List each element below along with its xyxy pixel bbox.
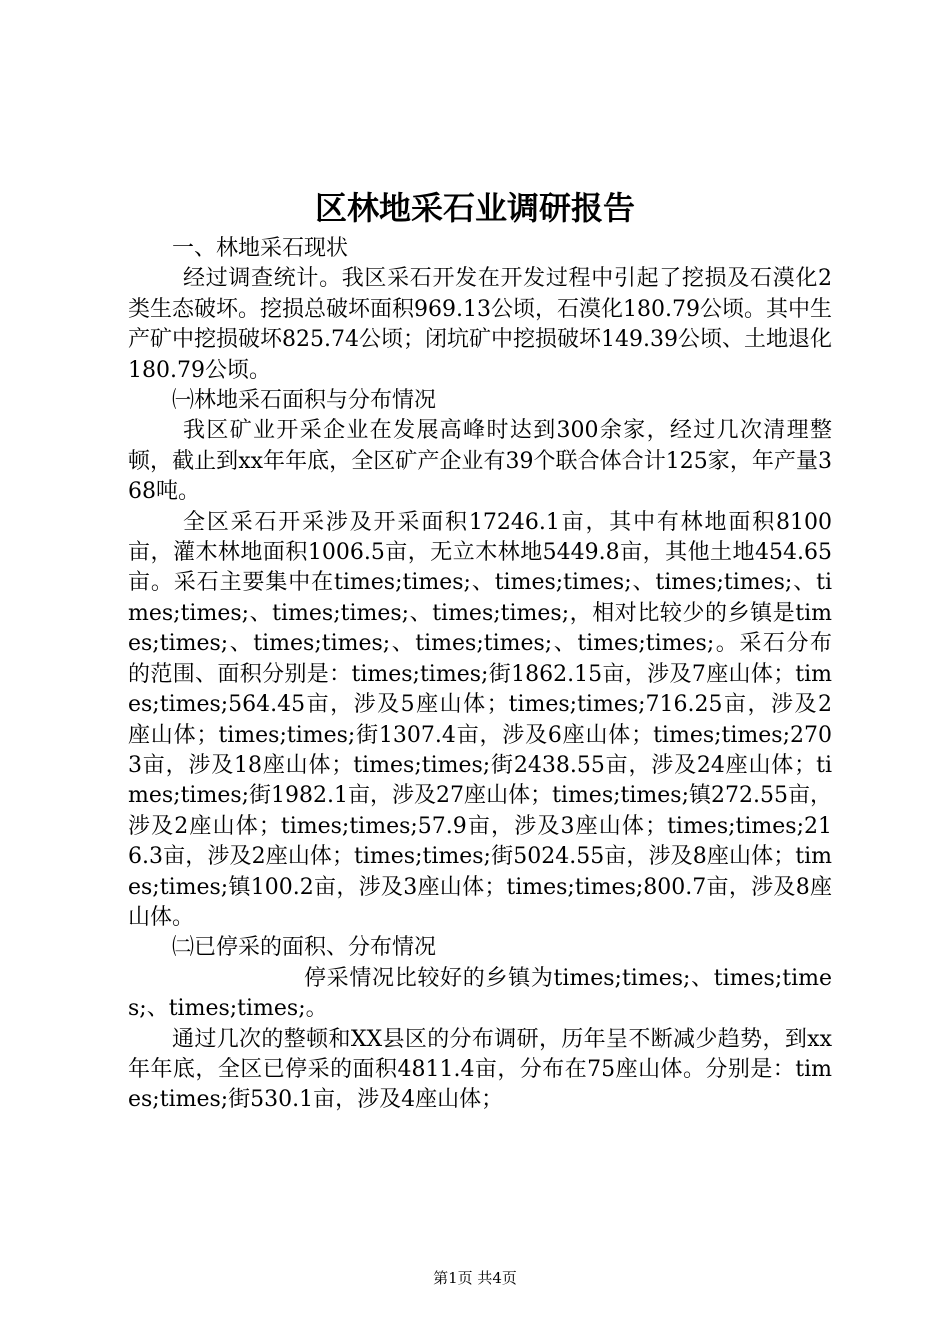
subsection-heading-area-distribution: ㈠林地采石面积与分布情况 [172, 388, 437, 414]
paragraph-survey-stats: 经过调查统计。我区采石开发在开发过程中引起了挖损及石漠化2类生态破坏。挖损总破坏面积969.13公顷，石漠化180.79公顷。其中生产矿中挖损破坏825.74公顷；闭坑矿中挖损破坏149.39公顷、土地退化180.79公顷。 [128, 266, 832, 383]
page-total: 共4页 [477, 1269, 517, 1287]
document-title: 区林地采石业调研报告 [314, 189, 635, 227]
paragraph-mining-enterprises: 我区矿业开采企业在发展高峰时达到300余家，经过几次清理整顿，截止到xx年年底，全区矿产企业有39个联合体合计125家，年产量368吨。 [128, 418, 832, 505]
paragraph-stopped-survey: 通过几次的整顿和XX县区的分布调研，历年呈不断减少趋势，到xx年年底，全区已停采的面积4811.4亩，分布在75座山体。分别是：times;times;街530.1亩，涉及4座山体； [128, 1026, 832, 1113]
subsection-heading-stopped-area: ㈡已停采的面积、分布情况 [172, 935, 437, 961]
document-body [128, 234, 832, 1116]
page-number: 第1页 [433, 1269, 473, 1287]
paragraph-stopped-towns: 停采情况比较好的乡镇为times;times;、times;times;、times;times;。 [128, 965, 832, 1022]
paragraph-quarry-area-detail: 全区采石开采涉及开采面积17246.1亩，其中有林地面积8100亩，灌木林地面积1006.5亩，无立木林地5449.8亩，其他土地454.65亩。采石主要集中在times;times;、times;times;、times;times;、times;times;、times;times;、times;times;，相对比较少的乡镇是times;times;、times;times;、times;times;、times;times;。采石分布的范围、面积分别是：times;times;街1862.15亩，涉及7座山体；times;times;564.45亩，涉及5座山体；times;times;716.25亩，涉及2座山体；times;times;街1307.4亩，涉及6座山体；times;times;2703亩，涉及18座山体；times;times;街2438.55亩，涉及24座山体；times;times;街1982.1亩，涉及27座山体；times;times;镇272.55亩，涉及2座山体；times;times;57.9亩，涉及3座山体；times;times;216.3亩，涉及2座山体；times;times;街5024.55亩，涉及8座山体；times;times;镇100.2亩，涉及3座山体；times;times;800.7亩，涉及8座山体。 [128, 509, 832, 930]
page-footer [0, 1268, 950, 1288]
section-heading-current-status: 一、林地采石现状 [172, 236, 349, 261]
